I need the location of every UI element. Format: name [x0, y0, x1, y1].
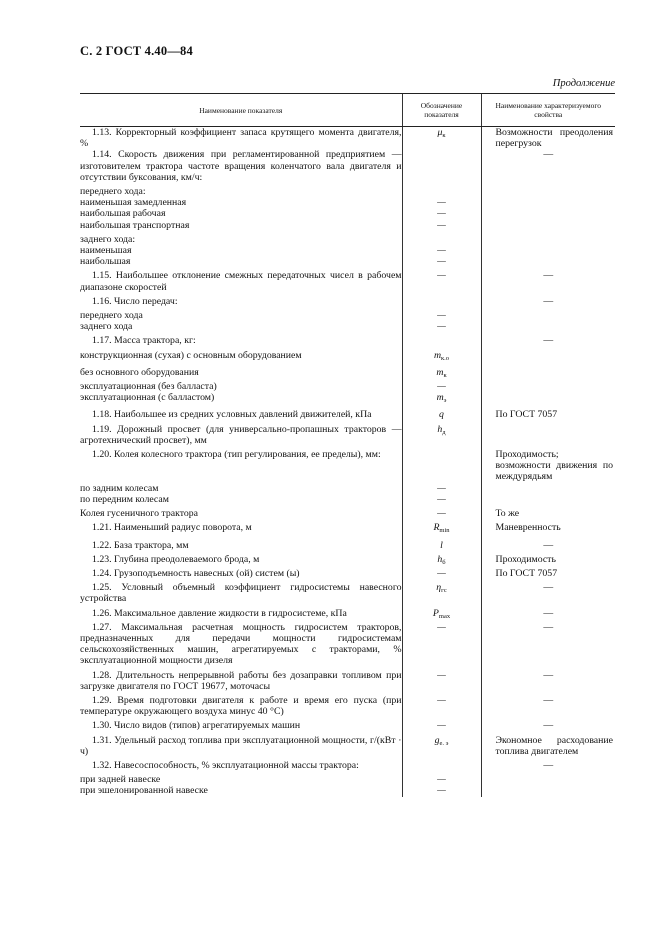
indicator-symbol: — [402, 568, 481, 579]
characterized-property [481, 321, 615, 332]
table-row [80, 197, 615, 208]
indicator-name: заднего хода [80, 321, 133, 333]
indicator-name: без основного оборудования [80, 366, 199, 378]
indicator-name: 1.31. Удельный расход топлива при эксплуатационной мощности, г/(кВт · ч) [80, 734, 402, 757]
indicator-name: наибольшая транспортная [80, 219, 190, 231]
table-row [80, 519, 615, 536]
indicator-symbol: — [402, 483, 481, 494]
indicator-symbol [402, 231, 481, 245]
indicator-name: 1.20. Колея колесного трактора (тип регулирования, ее пределы), мм: [92, 449, 381, 461]
characterized-property [481, 208, 615, 219]
indicator-symbol: — [402, 220, 481, 231]
table-row [80, 785, 615, 796]
characterized-property [481, 256, 615, 267]
table-row [80, 307, 615, 321]
characterized-property [481, 307, 615, 321]
characterized-property: Маневренность [481, 519, 615, 536]
indicator-symbol: $\eta_{гс}$ [402, 579, 481, 604]
table-row [80, 381, 615, 392]
table-row [80, 771, 615, 785]
characterized-property: — [481, 293, 615, 307]
characterized-property: — [481, 332, 615, 346]
table-row [80, 406, 615, 420]
indicator-name: эксплуатационная (без балласта) [80, 381, 217, 393]
characterized-property [481, 483, 615, 494]
indicator-symbol: — [402, 307, 481, 321]
indicator-symbol: — [402, 771, 481, 785]
characterized-property [481, 771, 615, 785]
characterized-property: По ГОСТ 7057 [481, 568, 615, 579]
table-row [80, 757, 615, 771]
indicator-name: при задней навеске [80, 774, 161, 786]
characterized-property: — [481, 622, 615, 667]
indicator-name: 1.30. Число видов (типов) агрегатируемых машин [92, 720, 301, 732]
characterized-property: — [481, 667, 615, 692]
table-row [80, 605, 615, 622]
characterized-property: — [481, 149, 615, 183]
table-row [80, 183, 615, 197]
table-row [80, 483, 615, 494]
characterized-property: То же [481, 505, 615, 519]
indicator-name: наименьшая замедленная [80, 197, 187, 209]
indicator-name: 1.23. Глубина преодолеваемого брода, м [92, 553, 260, 565]
indicator-name: Колея гусеничного трактора [80, 508, 198, 520]
characterized-property [481, 183, 615, 197]
column-header-symbol: Обозначение показателя [402, 94, 481, 127]
page-header: С. 2 ГОСТ 4.40—84 [80, 44, 193, 58]
indicator-name: переднего хода [80, 310, 143, 322]
table-row [80, 667, 615, 692]
characterized-property: Проходимость; возможности движения по междурядьям [481, 446, 615, 483]
indicator-symbol: $P_{max}$ [402, 605, 481, 622]
indicator-name: 1.24. Грузоподъемность навесных (ой) систем (ы) [92, 567, 300, 579]
indicator-symbol [402, 149, 481, 183]
indicator-name: эксплуатационная (с балластом) [80, 392, 215, 404]
table-row [80, 267, 615, 292]
indicator-name: 1.26. Максимальное давление жидкости в гидросистеме, кПа [92, 607, 347, 619]
indicator-symbol: q [402, 406, 481, 420]
indicator-name: при эшелонированной навеске [80, 785, 208, 797]
table-row [80, 127, 615, 150]
indicator-name: переднего хода: [80, 186, 146, 198]
indicator-name: 1.32. Навесоспособность, % эксплуатационной массы трактора: [92, 759, 359, 771]
characterized-property [481, 421, 615, 446]
characterized-property [481, 494, 615, 505]
table-row [80, 321, 615, 332]
characterized-property: Возможности преодоления перегрузок [481, 127, 615, 150]
characterized-property: Проходимость [481, 551, 615, 568]
indicator-symbol: — [402, 622, 481, 667]
characterized-property: — [481, 579, 615, 604]
indicator-symbol: — [402, 505, 481, 519]
characterized-property: По ГОСТ 7057 [481, 406, 615, 420]
table-row [80, 505, 615, 519]
table-row [80, 293, 615, 307]
indicator-name: 1.27. Максимальная расчетная мощность гидросистем тракторов, предназначенных для передачи мощности гидросистемам сельскохозяйственных машин, агрегатируемых с тракторами, % эксплуатационной мощности дизеля [80, 621, 402, 667]
table-row [80, 717, 615, 731]
table-row [80, 347, 615, 364]
characterized-property [481, 231, 615, 245]
table-row [80, 256, 615, 267]
characterized-property [481, 381, 615, 392]
table-row [80, 245, 615, 256]
indicator-name: по задним колесам [80, 482, 159, 494]
indicator-symbol: — [402, 381, 481, 392]
characterized-property [481, 245, 615, 256]
table-row [80, 332, 615, 346]
indicator-symbol: $\mu_к$ [402, 127, 481, 150]
characterized-property: Экономное расходование топлива двигателем [481, 732, 615, 757]
indicator-name: 1.22. База трактора, мм [92, 539, 189, 551]
indicator-name: 1.21. Наименьший радиус поворота, м [92, 522, 252, 534]
table-row [80, 568, 615, 579]
indicator-symbol [402, 332, 481, 346]
characterized-property [481, 220, 615, 231]
indicator-name: 1.14. Скорость движения при регламентированной предприятием — изготовителем трактора частоте вращения коленчатого вала двигателя и отсутствии буксования, км/ч: [80, 149, 402, 183]
indicator-name: наибольшая [80, 256, 131, 268]
indicator-symbol: $m_э$ [402, 392, 481, 406]
indicator-symbol: — [402, 717, 481, 731]
table-row [80, 692, 615, 717]
table-row [80, 421, 615, 446]
table-row [80, 149, 615, 183]
table-header-row [80, 94, 615, 127]
characterized-property [481, 392, 615, 406]
indicator-symbol: — [402, 208, 481, 219]
indicator-symbol: — [402, 667, 481, 692]
indicator-symbol: — [402, 256, 481, 267]
continuation-label: Продолжение [552, 78, 615, 89]
characterized-property: — [481, 692, 615, 717]
indicator-symbol [402, 446, 481, 483]
table-row [80, 732, 615, 757]
indicator-name: наименьшая [80, 245, 132, 257]
indicator-symbol: l [402, 537, 481, 551]
indicator-name: 1.15. Наибольшее отклонение смежных передаточных чисел в рабочем диапазоне скоростей [80, 270, 402, 293]
characterized-property: — [481, 537, 615, 551]
indicator-symbol [402, 293, 481, 307]
indicator-symbol: — [402, 692, 481, 717]
indicator-symbol: — [402, 197, 481, 208]
indicator-name: наибольшая рабочая [80, 208, 166, 220]
table-row [80, 579, 615, 604]
characterized-property: — [481, 717, 615, 731]
indicator-name: 1.28. Длительность непрерывной работы без дозаправки топливом при загрузке двигателя по ГОСТ 19677, моточасы [80, 669, 402, 692]
table-row [80, 622, 615, 667]
indicator-symbol: — [402, 785, 481, 796]
indicator-symbol: $g_{е. э}$ [402, 732, 481, 757]
indicator-symbol: $h_д$ [402, 421, 481, 446]
indicator-name: 1.13. Корректорный коэффициент запаса крутящего момента двигателя, % [80, 127, 402, 150]
indicator-symbol: $m_к$ [402, 364, 481, 381]
table-row [80, 551, 615, 568]
indicator-symbol: $m_{к.о}$ [402, 347, 481, 364]
table-row [80, 231, 615, 245]
indicator-name: 1.18. Наибольшее из средних условных давлений движителей, кПа [92, 409, 372, 421]
table-row [80, 392, 615, 406]
characterized-property [481, 785, 615, 796]
indicator-symbol: $R_{min}$ [402, 519, 481, 536]
indicator-symbol [402, 183, 481, 197]
characterized-property [481, 197, 615, 208]
indicator-symbol: — [402, 321, 481, 332]
indicator-symbol [402, 757, 481, 771]
indicator-name: заднего хода: [80, 233, 136, 245]
table-row [80, 494, 615, 505]
characterized-property: — [481, 267, 615, 292]
indicators-table [80, 93, 615, 797]
table-body [80, 127, 615, 797]
table-row [80, 364, 615, 381]
characterized-property: — [481, 757, 615, 771]
indicator-name: по передним колесам [80, 493, 169, 505]
column-header-property: Наименование характеризуемого свойства [481, 94, 615, 127]
indicator-name: 1.29. Время подготовки двигателя к работе и время его пуска (при температуре окружающего воздуха минус 40 °С) [80, 694, 402, 718]
characterized-property [481, 364, 615, 381]
indicator-name: 1.25. Условный объемный коэффициент гидросистемы навесного устройства [80, 582, 402, 605]
characterized-property: — [481, 605, 615, 622]
characterized-property [481, 347, 615, 364]
indicator-symbol: — [402, 494, 481, 505]
indicator-symbol: — [402, 267, 481, 292]
table-row [80, 446, 615, 483]
indicator-symbol: — [402, 245, 481, 256]
indicator-symbol: $h_б$ [402, 551, 481, 568]
indicator-name: 1.17. Масса трактора, кг: [92, 335, 196, 347]
table-row [80, 537, 615, 551]
column-header-name: Наименование показателя [80, 94, 402, 127]
indicator-name: 1.16. Число передач: [92, 295, 178, 307]
table-row [80, 220, 615, 231]
indicator-name: конструкционная (сухая) с основным оборудованием [80, 349, 302, 361]
indicator-name: 1.19. Дорожный просвет (для универсально-пропашных тракторов — агротехнический просвет), мм [80, 423, 402, 446]
table-row [80, 208, 615, 219]
